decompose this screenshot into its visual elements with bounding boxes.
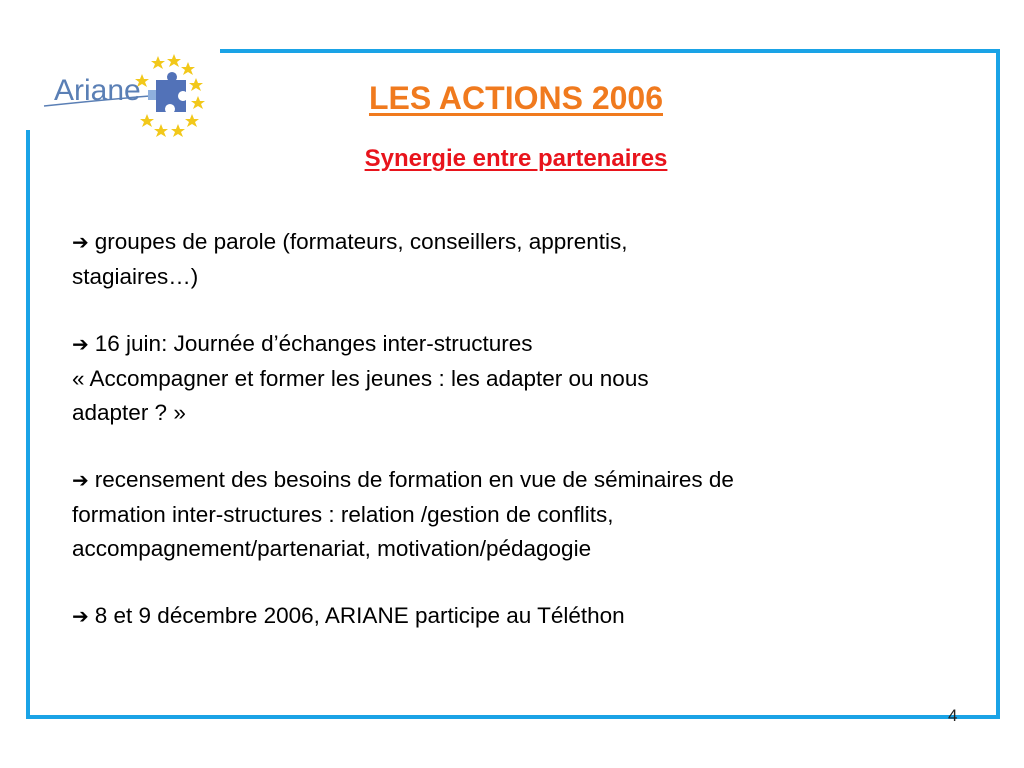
- arrow-right-icon: ➔: [72, 334, 89, 356]
- list-item-text: « Accompagner et former les jeunes : les adapter ou nous: [72, 366, 649, 391]
- list-item-text: recensement des besoins de formation en vue de séminaires de: [94, 467, 734, 492]
- list-item: [72, 225, 952, 294]
- page-title: LES ACTIONS 2006: [368, 80, 663, 116]
- list-item: [72, 463, 952, 566]
- list-item-text: stagiaires…): [72, 264, 199, 289]
- list-item-text: accompagnement/partenariat, motivation/pédagogie: [72, 536, 592, 561]
- page-subtitle: Synergie entre partenaires: [364, 145, 668, 172]
- arrow-right-icon: ➔: [72, 232, 89, 254]
- bullet-list: [72, 225, 952, 667]
- list-item: [72, 327, 952, 430]
- list-item-text: 16 juin: Journée d’échanges inter-structures: [94, 331, 533, 356]
- list-item-text: formation inter-structures : relation /gestion de conflits,: [72, 502, 614, 527]
- list-item-text: groupes de parole (formateurs, conseillers, apprentis,: [94, 229, 628, 254]
- page-number: 4: [948, 706, 958, 725]
- arrow-right-icon: ➔: [72, 470, 89, 492]
- list-item: [72, 599, 952, 634]
- list-item-text: 8 et 9 décembre 2006, ARIANE participe au Téléthon: [94, 603, 625, 628]
- svg-text:Ariane: Ariane: [54, 74, 141, 107]
- list-item-text: adapter ? »: [72, 400, 186, 425]
- arrow-right-icon: ➔: [72, 606, 89, 628]
